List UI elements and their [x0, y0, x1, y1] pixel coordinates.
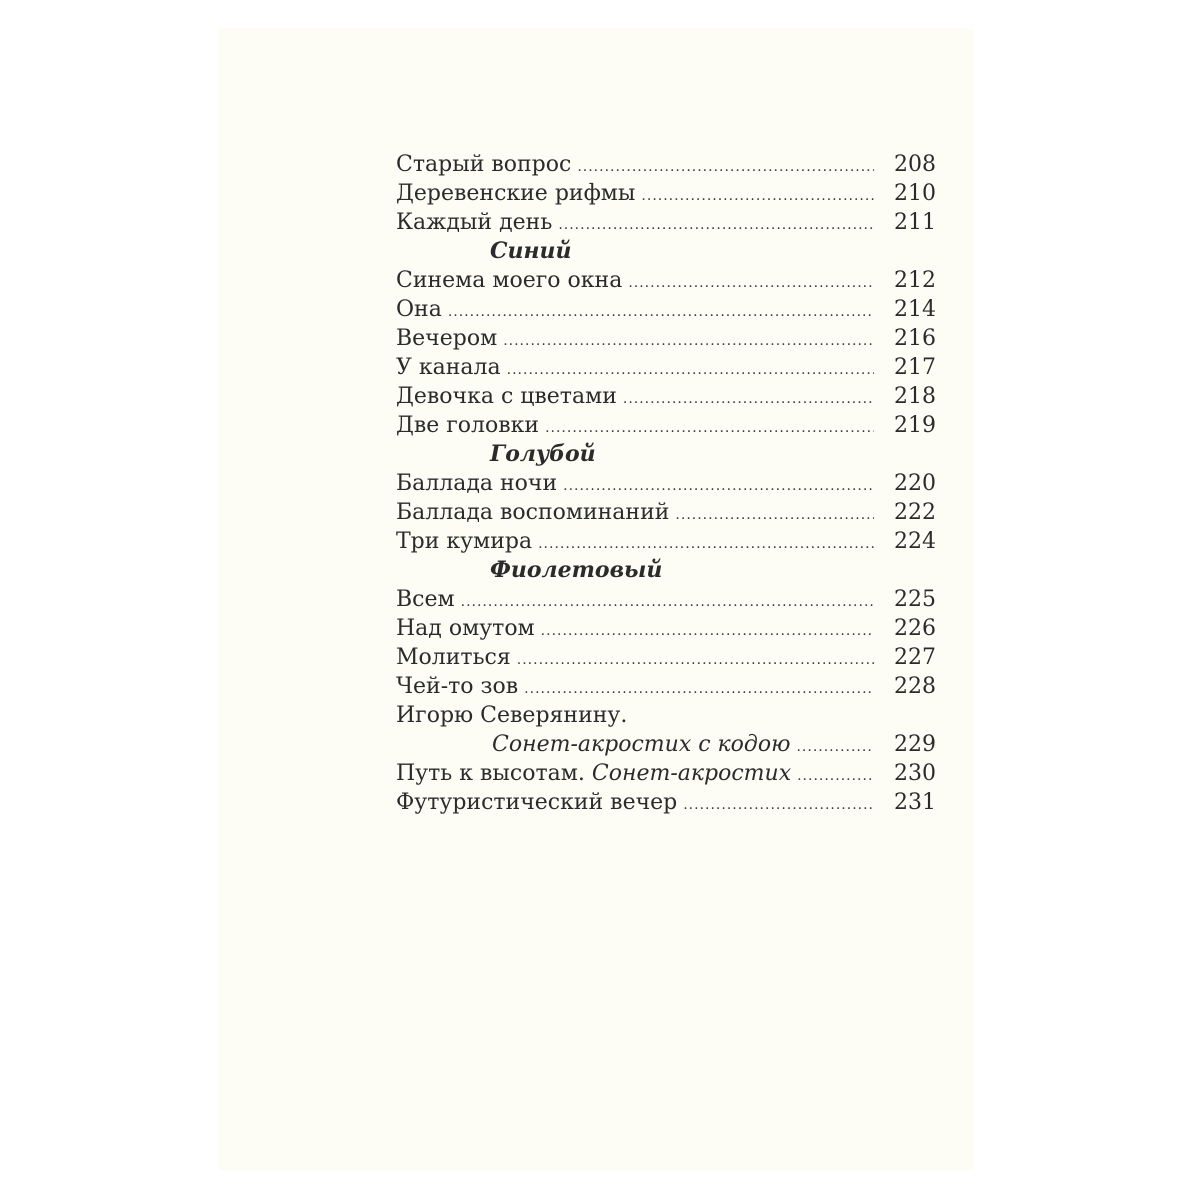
toc-entry-title: Футуристический вечер: [396, 790, 678, 815]
dot-leader: [558, 211, 874, 240]
toc-entry-page: 229: [894, 732, 936, 757]
toc-entry: [396, 585, 936, 614]
dot-leader: [538, 530, 874, 559]
toc-entry-page: 216: [894, 326, 936, 351]
toc-entry-subtitle: [396, 730, 790, 759]
toc-entry-title: Молиться: [396, 645, 511, 670]
toc-entry: [396, 324, 936, 353]
toc-entry-page: 212: [894, 268, 936, 293]
toc-entry-page: 225: [894, 587, 936, 612]
toc-entry: [396, 208, 936, 237]
toc-entry-page: 218: [894, 384, 936, 409]
toc-entry-page: 214: [894, 297, 936, 322]
dot-leader: [797, 762, 874, 791]
toc-entry-title: Чей-то зов: [396, 674, 519, 699]
dot-leader: [641, 182, 874, 211]
toc-entry: [396, 672, 936, 701]
toc-entry-page: 230: [894, 761, 936, 786]
italic-subtitle: Сонет-акростих: [591, 761, 792, 786]
toc-entry: [396, 527, 936, 556]
toc-entry-title: Синема моего окна: [396, 268, 623, 293]
toc-entry: [396, 295, 936, 324]
italic-subtitle: Сонет-акростих с кодою: [492, 732, 791, 757]
dot-leader: [675, 501, 874, 530]
toc-entry: [396, 411, 936, 440]
toc-entry: [396, 614, 936, 643]
toc-entry: [396, 643, 936, 672]
toc-entry-page: 226: [894, 616, 936, 641]
toc-entry-title: Девочка с цветами: [396, 384, 617, 409]
dot-leader: [461, 588, 874, 617]
toc-entry-title: Три кумира: [396, 529, 533, 554]
dot-leader: [796, 733, 874, 762]
toc-entry-title: Каждый день: [396, 210, 553, 235]
toc-entry-page: 222: [894, 500, 936, 525]
section-heading: Голубой: [490, 441, 596, 467]
toc-entry: [396, 150, 936, 179]
toc-entry-page: 228: [894, 674, 936, 699]
dot-leader: [577, 153, 874, 182]
dot-leader: [545, 414, 874, 443]
toc-entry-page: 220: [894, 471, 936, 496]
toc-entry-page: 210: [894, 181, 936, 206]
toc-entry-title: Деревенские рифмы: [396, 181, 636, 206]
toc-entry-title: Всем: [396, 587, 455, 612]
toc-entry-title: [396, 759, 791, 788]
toc-entry-page: 227: [894, 645, 936, 670]
toc-entry-title: Баллада воспоминаний: [396, 500, 670, 525]
toc-entry-title: Над омутом: [396, 616, 535, 641]
toc-entry-title: Две головки: [396, 413, 540, 438]
table-of-contents: [396, 150, 936, 817]
toc-entry: [396, 788, 936, 817]
toc-entry-page: 231: [894, 790, 936, 815]
dot-leader: [517, 646, 874, 675]
toc-entry-page: 208: [894, 152, 936, 177]
dot-leader: [541, 617, 874, 646]
toc-entry: [396, 759, 936, 788]
toc-entry-title-line: Игорю Северянину.: [396, 703, 628, 728]
dot-leader: [628, 269, 874, 298]
toc-entry: [396, 179, 936, 208]
toc-entry-page: 211: [894, 210, 936, 235]
dot-leader: [507, 356, 874, 385]
toc-entry-title: Вечером: [396, 326, 498, 351]
dot-leader: [683, 791, 874, 820]
toc-entry-title: У канала: [396, 355, 501, 380]
toc-entry: [396, 382, 936, 411]
toc-entry-page: 224: [894, 529, 936, 554]
dot-leader: [524, 675, 874, 704]
toc-entry: [396, 266, 936, 295]
toc-entry-title: Она: [396, 297, 442, 322]
section-heading: Фиолетовый: [490, 557, 663, 583]
toc-entry-title: Старый вопрос: [396, 152, 572, 177]
toc-entry: [396, 469, 936, 498]
toc-entry-title: Баллада ночи: [396, 471, 558, 496]
toc-entry: [396, 353, 936, 382]
toc-entry-page: 217: [894, 355, 936, 380]
dot-leader: [623, 385, 874, 414]
toc-entry-page: 219: [894, 413, 936, 438]
toc-entry-main-title: Путь к высотам.: [396, 761, 585, 786]
dot-leader: [563, 472, 874, 501]
toc-entry: [396, 730, 936, 759]
section-heading: Синий: [490, 238, 572, 264]
dot-leader: [503, 327, 874, 356]
toc-entry: [396, 498, 936, 527]
dot-leader: [448, 298, 874, 327]
